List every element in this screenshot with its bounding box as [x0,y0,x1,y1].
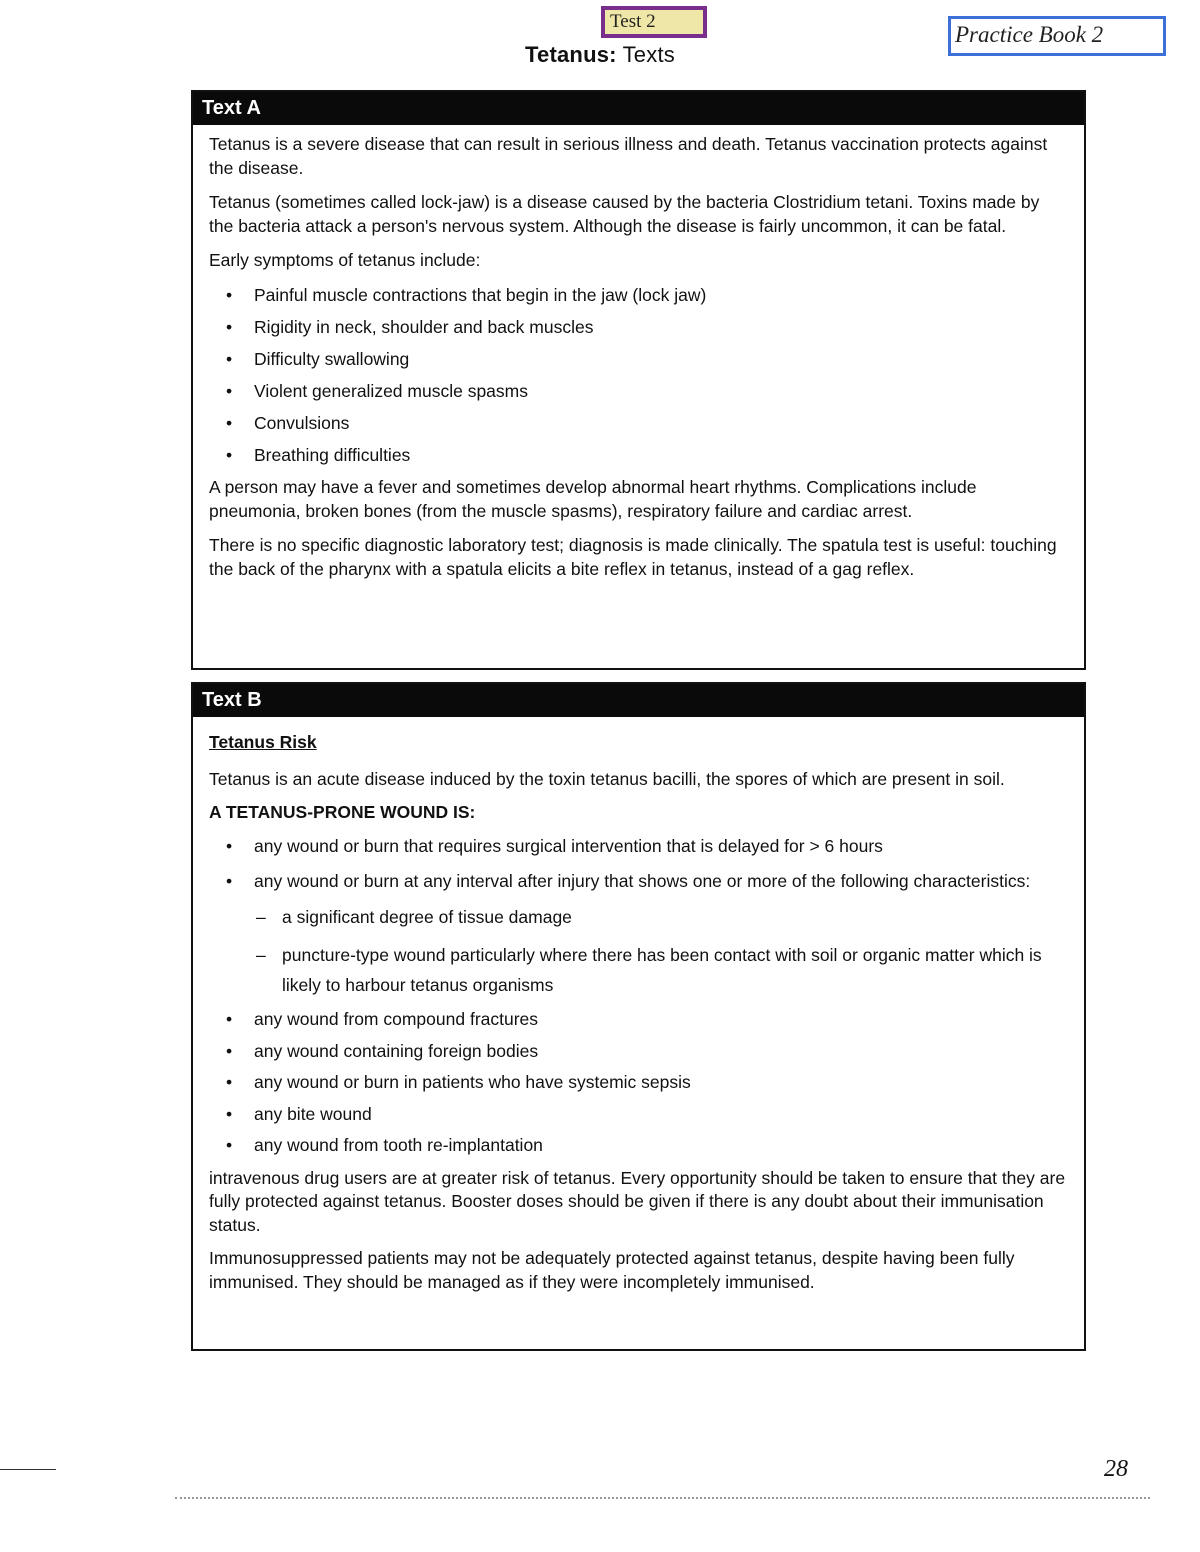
page-title-bold: Tetanus: [525,42,617,67]
list-item: • Painful muscle contractions that begin in the jaw (lock jaw) [209,284,1066,308]
text-b-heading: Text B [193,684,1084,717]
practice-book-label: Practice Book 2 [948,16,1166,56]
text-b-paragraph: Immunosuppressed patients may not be adequately protected against tetanus, despite having been fully immunised. They should be managed as if they were incompletely immunised. [209,1248,1015,1292]
text-a-body [193,125,1084,581]
list-item: • any wound from compound fractures [209,1008,1066,1032]
text-a-panel [191,90,1086,670]
list-item: • Violent generalized muscle spasms [209,380,1066,404]
text-a-paragraph: There is no specific diagnostic laboratory test; diagnosis is made clinically. The spatula test is useful: touching the back of the pharynx with a spatula elicits a bite reflex in tetanus, instead of a gag reflex. [209,535,1057,579]
list-item [209,866,1066,1000]
tetanus-prone-heading: A TETANUS-PRONE WOUND IS: [209,802,476,822]
page-title [0,42,1200,68]
text-a-heading: Text A [193,92,1084,125]
list-item: • any wound containing foreign bodies [209,1040,1066,1064]
text-a-paragraph: A person may have a fever and sometimes develop abnormal heart rhythms. Complications include pneumonia, broken bones (from the muscle spasms), respiratory failure and cardiac arrest. [209,477,977,521]
list-item: • Breathing difficulties [209,444,1066,468]
list-item: • Rigidity in neck, shoulder and back muscles [209,316,1066,340]
list-item: • any wound from tooth re-implantation [209,1134,1066,1158]
text-b-body [193,717,1084,1294]
list-item: • any bite wound [209,1103,1066,1127]
text-b-paragraph: intravenous drug users are at greater risk of tetanus. Every opportunity should be taken to ensure that they are fully protected against tetanus. Booster doses should be given if there is any doubt about their immunisation status. [209,1167,1066,1235]
list-item: • any wound or burn in patients who have systemic sepsis [209,1071,1066,1095]
text-a-paragraph: Early symptoms of tetanus include: [209,250,481,270]
tetanus-risk-subheading: Tetanus Risk [209,732,317,752]
scan-artifact-line [175,1497,1150,1499]
list-item: • any wound or burn that requires surgical intervention that is delayed for > 6 hours [209,835,1066,859]
text-a-paragraph: Tetanus is a severe disease that can result in serious illness and death. Tetanus vaccination protects against the disease. [209,134,1048,178]
footer-rule [0,1469,56,1470]
list-item-text: any wound or burn at any interval after injury that shows one or more of the following characteristics: [254,871,1031,891]
page-title-rest: Texts [616,42,675,67]
list-item: • Difficulty swallowing [209,348,1066,372]
list-item: • Convulsions [209,412,1066,436]
symptoms-list [209,284,1066,468]
text-a-paragraph: Tetanus (sometimes called lock-jaw) is a disease caused by the bacteria Clostridium tetani. Toxins made by the bacteria attack a person's nervous system. Although the disease is fairly uncommon, it can be fatal. [209,192,1040,236]
text-b-paragraph: Tetanus is an acute disease induced by the toxin tetanus bacilli, the spores of which are present in soil. [209,768,1005,789]
characteristics-sublist [254,902,1066,1000]
sub-list-item: – a significant degree of tissue damage [254,902,1066,932]
text-b-panel [191,682,1086,1351]
wound-list [209,835,1066,1158]
test-label: Test 2 [601,6,707,38]
page-number: 28 [1104,1456,1128,1482]
sub-list-item: – puncture-type wound particularly where there has been contact with soil or organic matter which is likely to harbour tetanus organisms [254,940,1066,1000]
